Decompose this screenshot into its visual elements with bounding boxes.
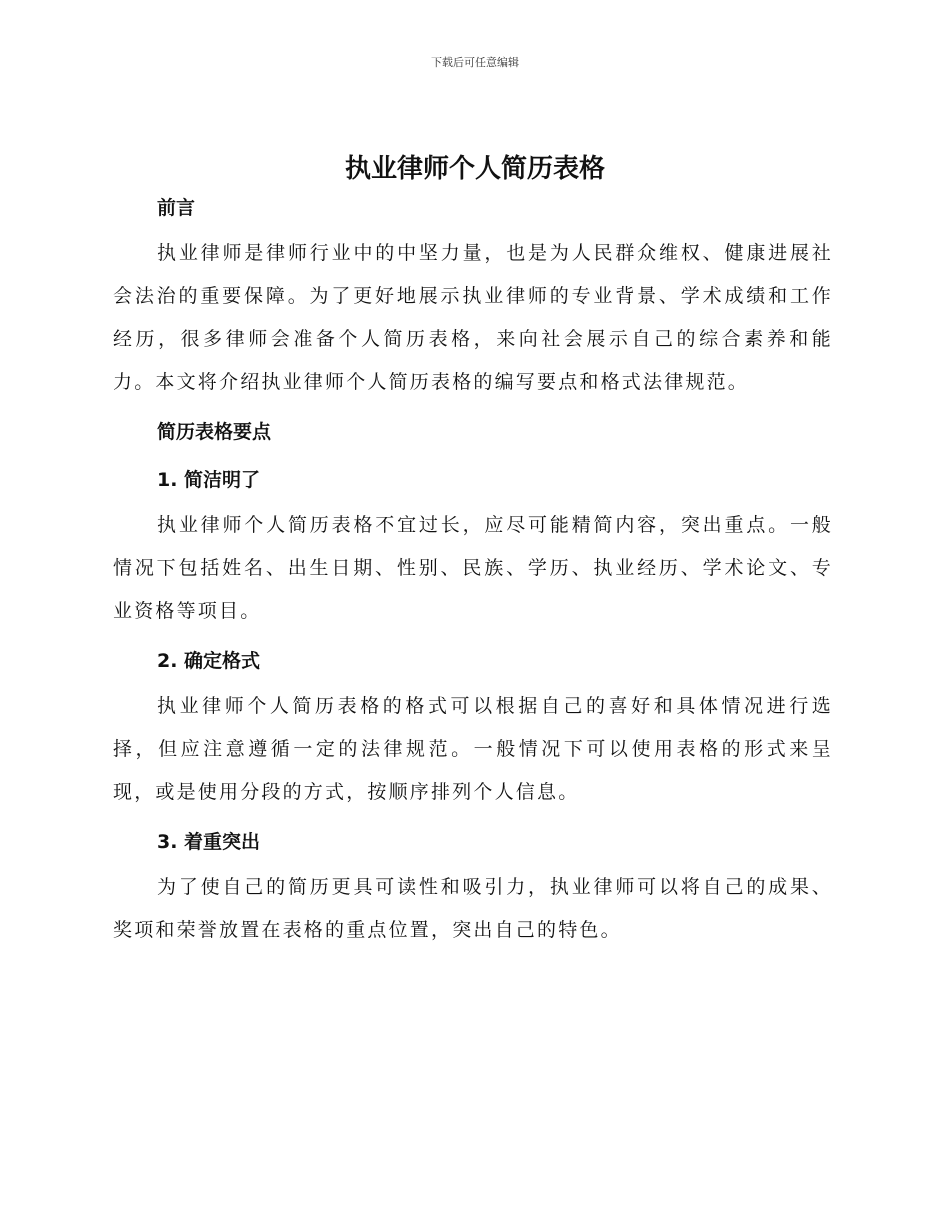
concise-paragraph: 执业律师个人简历表格不宜过长，应尽可能精简内容，突出重点。一般情况下包括姓名、出生日期、性别、民族、学历、执业经历、学术论文、专业资格等项目。 xyxy=(113,514,833,622)
section-heading-preface: 前言 xyxy=(157,197,196,219)
section-heading-highlight: 3. 着重突出 xyxy=(157,831,261,853)
document-title: 执业律师个人简历表格 xyxy=(344,154,605,184)
page-header-note: 下载后可任意编辑 xyxy=(431,56,519,69)
preface-paragraph: 执业律师是律师行业中的中坚力量，也是为人民群众维权、健康进展社会法治的重要保障。为了更好地展示执业律师的专业背景、学术成绩和工作经历，很多律师会准备个人简历表格，来向社会展示自己的综合素养和能力。本文将介绍执业律师个人简历表格的编写要点和格式法律规范。 xyxy=(113,242,833,393)
section-heading-key-points: 简历表格要点 xyxy=(157,421,272,443)
document-body xyxy=(113,188,833,952)
section-heading-concise: 1. 简洁明了 xyxy=(157,469,261,491)
section-heading-format: 2. 确定格式 xyxy=(157,650,261,672)
highlight-paragraph: 为了使自己的简历更具可读性和吸引力，执业律师可以将自己的成果、奖项和荣誉放置在表格的重点位置，突出自己的特色。 xyxy=(113,876,833,941)
format-paragraph: 执业律师个人简历表格的格式可以根据自己的喜好和具体情况进行选择，但应注意遵循一定的法律规范。一般情况下可以使用表格的形式来呈现，或是使用分段的方式，按顺序排列个人信息。 xyxy=(113,695,833,803)
